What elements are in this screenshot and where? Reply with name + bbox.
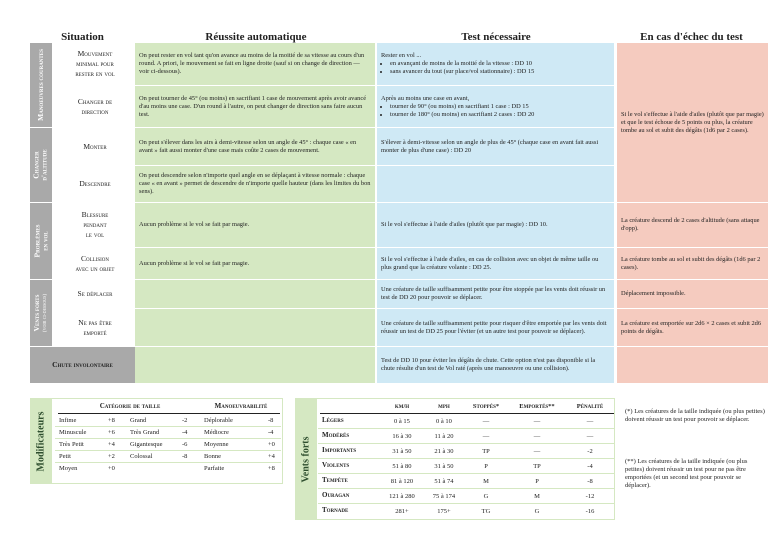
situation-blessure-l3: le vol	[85, 230, 105, 239]
vents-stoppes: G	[483, 493, 489, 500]
vents-head-stoppes: Stoppés*	[472, 403, 500, 410]
situation-emporte	[55, 309, 135, 346]
vents-stoppes: —	[482, 418, 490, 425]
test-descendre	[377, 166, 614, 202]
vents-stoppes: M	[483, 478, 489, 485]
taille-name: Grand	[130, 417, 147, 424]
situation-blessure	[55, 203, 135, 247]
vents-kmh: 281+	[395, 508, 409, 515]
taille-name: Moyen	[59, 465, 78, 472]
note-stoppes: (*) Les créatures de la taille indiquée (ou plus petites) doivent réussir un test pour pouvoir se déplacer.	[625, 408, 765, 423]
failure-shared: Si le vol s'effectue à l'aide d'ailes (plutôt que par magie) et que le test échoue de 5 points ou plus, la créature tombe au sol et subit des dégâts (1d6 par 2 cases).	[617, 43, 768, 202]
vents-name: Tempête	[322, 476, 348, 484]
man-mod: -4	[268, 429, 274, 436]
vents-name: Violents	[322, 461, 350, 469]
header-failure: En cas d'échec du test	[640, 31, 743, 43]
group-problemes-line1: Problèmes	[32, 224, 42, 258]
vents-kmh: 16 à 30	[392, 433, 412, 440]
vents-stripe	[318, 458, 614, 459]
vents-mph: 11 à 20	[434, 433, 454, 440]
group-altitude-line1: Changer	[32, 151, 42, 179]
test-mouvement-intro: Rester en vol ...	[381, 52, 422, 59]
taille-mod: -2	[182, 417, 188, 424]
situation-collision	[55, 248, 135, 279]
situation-emporte-l2: emporté	[83, 327, 107, 337]
test-direction	[377, 86, 614, 127]
group-vents	[30, 280, 52, 346]
situation-mouvement	[55, 43, 135, 85]
man-mod: +0	[268, 441, 275, 448]
test-deplacer: Une créature de taille suffisamment petite pour être stoppée par les vents doit réussir un test de DD 20 pour pouvoir se déplacer.	[377, 280, 614, 308]
test-mouvement-list	[381, 60, 610, 76]
taille-mod: +4	[108, 441, 115, 448]
group-problemes-label	[33, 225, 49, 258]
taille-mod: -8	[182, 453, 188, 460]
taille-mod: -4	[182, 429, 188, 436]
taille-name: Colossal	[130, 453, 153, 460]
situation-chute-label: Chute involontaire	[52, 360, 113, 369]
situation-descendre-l1: Descendre	[79, 179, 111, 188]
vents-kmh: 121 à 280	[389, 493, 415, 500]
success-descendre: On peut descendre selon n'importe quel angle en se déplaçant à vitesse normale : chaque case « en avant » permet de descendre de n'importe quelle hauteur (dans les limites du bon sens).	[135, 166, 375, 202]
vents-title-bar	[295, 398, 317, 520]
group-altitude	[30, 128, 52, 202]
situation-collision-l1: Collision	[80, 253, 110, 263]
man-name: Moyenne	[204, 441, 229, 448]
situation-blessure-l2: pendant	[83, 220, 107, 229]
vents-head-line	[320, 413, 614, 414]
note-emportes: (**) Les créatures de la taille indiquée (ou plus petites) doivent réussir un test pour ne pas être emportées (et un second test pour pouvoir se déplacer).	[625, 458, 748, 489]
vents-mph: 31 à 50	[434, 463, 454, 470]
taille-name: Infime	[59, 417, 77, 424]
success-deplacer	[135, 280, 375, 308]
mod-stripe	[55, 438, 281, 439]
group-problemes-line2: en vol	[40, 231, 50, 251]
vents-emportes: P	[535, 478, 539, 485]
vents-kmh: 81 à 120	[390, 478, 414, 485]
modificateurs-title-bar	[30, 398, 52, 484]
situation-collision-l2: avec un objet	[75, 263, 115, 273]
vents-mph: 51 à 74	[434, 478, 454, 485]
situation-deplacer-l1: Se déplacer	[77, 289, 113, 298]
test-direction-list	[381, 103, 610, 119]
vents-stoppes: TP	[482, 448, 490, 455]
situation-mouvement-l2: minimal pour	[76, 59, 114, 68]
test-monter: S'élever à demi-vitesse selon un angle de plus de 45° (chaque case en avant fait aussi monter de plus d'une case) : DD 20	[377, 128, 614, 165]
situation-deplacer	[55, 280, 135, 308]
group-manoeuvres-label: Manoeuvres courantes	[36, 49, 45, 121]
vents-head-penalite: Pénalité	[576, 403, 604, 410]
failure-blessure: La créature descend de 2 cases d'altitude (sans attaque d'opp).	[617, 203, 768, 247]
group-vents-line1: Vents forts	[32, 294, 41, 332]
vents-name: Importants	[322, 446, 357, 454]
test-mouvement-item: • sans avancer du tout (sur place/vol stationnaire) : DD 15	[390, 68, 610, 76]
failure-collision: La créature tombe au sol et subit des dégâts (1d6 par 2 cases).	[617, 248, 768, 279]
vents-penalite: -2	[587, 448, 593, 455]
vents-name: Ouragan	[322, 491, 350, 499]
vents-emportes: —	[533, 418, 541, 425]
test-mouvement	[377, 43, 614, 85]
test-mouvement-item: • en avançant de moins de la moitié de la vitesse : DD 10	[390, 60, 610, 68]
man-head: Manoeuvrabilité	[214, 402, 268, 410]
vents-name: Légers	[322, 416, 344, 424]
vents-penalite: -12	[585, 493, 595, 500]
taille-mod: +0	[108, 465, 115, 472]
vents-penalite: -8	[587, 478, 593, 485]
situation-chute	[30, 347, 135, 383]
man-name: Médiocre	[204, 429, 229, 436]
vents-stripe	[318, 428, 614, 429]
success-direction: On peut tourner de 45° (ou moins) en sacrifiant 1 case de mouvement après avoir avancé d'au moins une case. D'un round à l'autre, on peut changer de direction sans faire aucun test.	[135, 86, 375, 127]
vents-mph: 175+	[437, 508, 451, 515]
taille-name: Très Grand	[130, 429, 160, 436]
vents-stripe	[318, 503, 614, 504]
vents-kmh: 0 à 15	[394, 418, 410, 425]
vents-mph: 75 à 174	[432, 493, 456, 500]
vents-stoppes: —	[482, 433, 490, 440]
group-problemes	[30, 203, 52, 279]
test-direction-item: • tourner de 90° (ou moins) en sacrifiant 1 case : DD 15	[390, 103, 610, 111]
vents-penalite: -4	[587, 463, 593, 470]
taille-name: Minuscule	[59, 429, 87, 436]
situation-blessure-l1: Blessure	[81, 210, 109, 219]
man-mod: +8	[268, 465, 275, 472]
situation-descendre	[55, 166, 135, 202]
vents-emportes: —	[533, 433, 541, 440]
vents-stripe	[318, 443, 614, 444]
man-mod: +4	[268, 453, 275, 460]
situation-monter	[55, 128, 135, 165]
situation-direction	[55, 86, 135, 127]
group-altitude-line2: d'altitude	[40, 149, 50, 181]
taille-name: Petit	[59, 453, 71, 460]
mod-head-line	[58, 413, 280, 414]
vents-penalite: —	[586, 433, 594, 440]
vents-emportes: M	[534, 493, 540, 500]
situation-mouvement-l3: rester en vol	[75, 69, 115, 78]
failure-chute	[617, 347, 768, 383]
failure-deplacer: Déplacement impossible.	[617, 280, 768, 308]
vents-head-emportes: Emportés**	[519, 403, 555, 410]
man-name: Déplorable	[204, 417, 233, 424]
mod-stripe	[55, 450, 281, 451]
vents-stripe	[318, 473, 614, 474]
situation-monter-l1: Monter	[83, 141, 107, 151]
test-chute: Test de DD 10 pour éviter les dégâts de chute. Cette option n'est pas disponible si la chute résulte d'un test de Vol raté (après une manoeuvre ou une collision).	[377, 347, 614, 383]
taille-mod: -6	[182, 441, 188, 448]
header-situation: Situation	[61, 31, 104, 43]
taille-name: Gigantesque	[130, 441, 163, 448]
success-emporte	[135, 309, 375, 346]
vents-name: Tornade	[322, 506, 349, 514]
success-collision: Aucun problème si le vol se fait par magie.	[135, 248, 375, 279]
vents-head-kmh: km/h	[394, 403, 410, 410]
situation-direction-l1: Changer de	[77, 96, 113, 106]
taille-name: Très Petit	[59, 441, 84, 448]
situation-mouvement-l1: Mouvement	[77, 49, 113, 58]
taille-mod: +8	[108, 417, 115, 424]
vents-emportes: —	[533, 448, 541, 455]
vents-kmh: 51 à 80	[392, 463, 412, 470]
vents-title: Vents forts	[300, 435, 312, 483]
vents-mph: 0 à 10	[436, 418, 452, 425]
failure-emporte: La créature est emportée sur 2d6 × 2 cases et subit 2d6 points de dégâts.	[617, 309, 768, 346]
success-mouvement: On peut rester en vol tant qu'on avance au moins de la moitié de sa vitesse au cours d'un round. A priori, le mouvement se fait en ligne droite (sauf si on change de direction — voir ci-dessous).	[135, 43, 375, 85]
test-blessure: Si le vol s'effectue à l'aide d'ailes (plutôt que par magie) : DD 10.	[377, 203, 614, 247]
group-altitude-label	[33, 149, 49, 180]
vents-emportes: TP	[533, 463, 541, 470]
header-test: Test nécessaire	[461, 31, 531, 43]
mod-stripe	[55, 426, 281, 427]
success-monter: On peut s'élever dans les airs à demi-vitesse selon un angle de 45° : chaque case « en avant » fait aussi monter d'une case mais coûte 2 cases de mouvement.	[135, 128, 375, 165]
test-direction-item: • tourner de 180° (ou moins) en sacrifiant 2 cases : DD 20	[390, 111, 610, 119]
success-blessure: Aucun problème si le vol se fait par magie.	[135, 203, 375, 247]
vents-kmh: 31 à 50	[392, 448, 412, 455]
modificateurs-title: Modificateurs	[35, 411, 47, 471]
vents-mph: 21 à 30	[434, 448, 454, 455]
man-name: Bonne	[204, 453, 221, 460]
vents-penalite: —	[586, 418, 594, 425]
vents-stoppes: P	[484, 463, 488, 470]
vents-penalite: -16	[585, 508, 595, 515]
success-chute	[135, 347, 375, 383]
vents-stripe	[318, 488, 614, 489]
situation-emporte-l1: Ne pas être	[78, 317, 112, 327]
test-collision: Si le vol s'effectue à l'aide d'ailes, en cas de collision avec un objet de même taille ou plus grand que la créature volante : DD 25.	[377, 248, 614, 279]
header-success: Réussite automatique	[205, 31, 307, 43]
taille-mod: +6	[108, 429, 115, 436]
group-manoeuvres	[30, 43, 52, 127]
situation-direction-l2: direction	[81, 106, 109, 116]
test-direction-intro: Après au moins une case en avant,	[381, 94, 470, 102]
group-vents-label	[33, 294, 49, 332]
taille-mod: +2	[108, 453, 115, 460]
vents-stoppes: TG	[481, 508, 491, 515]
group-vents-line2: (voir ci-dessous)	[42, 293, 48, 333]
test-emporte: Une créature de taille suffisamment petite pour risquer d'être emportée par les vents doit réussir un test de DD 25 pour l'éviter (et un autre test pour pouvoir se déplacer).	[377, 309, 614, 346]
mod-stripe	[55, 462, 281, 463]
man-name: Parfaite	[204, 465, 225, 472]
man-mod: -8	[268, 417, 274, 424]
taille-head: Catégorie de taille	[99, 402, 161, 410]
vents-emportes: G	[534, 508, 540, 515]
vents-head-mph: mph	[438, 403, 450, 410]
vents-name: Modérés	[322, 431, 350, 439]
